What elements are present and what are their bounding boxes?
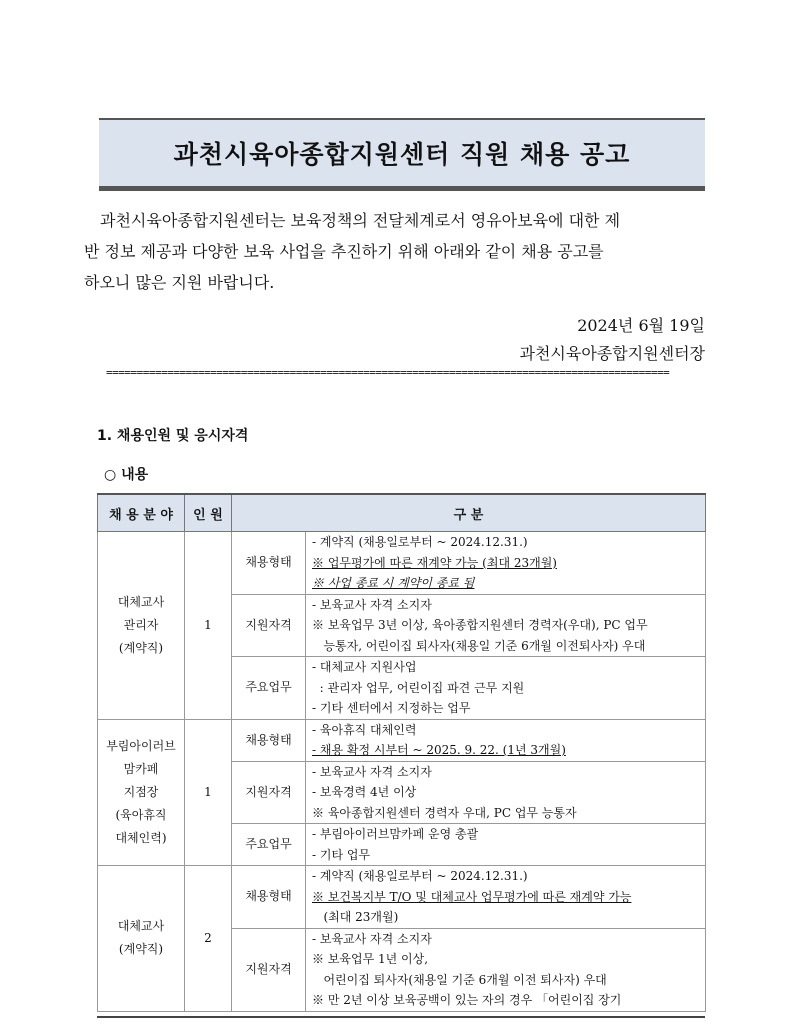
field-line: 지점장 bbox=[123, 784, 159, 799]
detail-line: - 채용 확정 시부터 ~ 2025. 9. 22. (1년 3개월) bbox=[312, 743, 566, 757]
table-body bbox=[98, 532, 706, 1012]
detail-cell bbox=[306, 657, 706, 720]
table-row bbox=[98, 719, 706, 761]
detail-line: ※ 만 2년 이상 보육공백이 있는 자의 경우 「어린이집 장기 bbox=[312, 993, 622, 1007]
header-field: 채 용 분 야 bbox=[98, 494, 185, 532]
category-cell: 지원자격 bbox=[232, 928, 306, 1011]
detail-line-wrapper bbox=[312, 845, 702, 866]
detail-line-wrapper bbox=[312, 866, 702, 887]
intro-paragraph bbox=[84, 205, 706, 298]
announcement-date: 2024년 6월 19일 bbox=[577, 316, 705, 335]
detail-line: ※ 사업 종료 시 계약이 종료 됨 bbox=[312, 576, 475, 590]
field-line: 맘카페 bbox=[123, 761, 159, 776]
category-cell: 주요업무 bbox=[232, 657, 306, 720]
detail-cell bbox=[306, 719, 706, 761]
detail-line: - 보육교사 자격 소지자 bbox=[312, 764, 432, 779]
detail-cell bbox=[306, 761, 706, 824]
detail-line-wrapper bbox=[312, 532, 702, 553]
detail-line-wrapper bbox=[312, 907, 702, 928]
header-category: 구 분 bbox=[232, 494, 706, 532]
detail-line: - 부림아이러브맘카페 운영 총괄 bbox=[312, 827, 479, 841]
header-count: 인 원 bbox=[185, 494, 232, 532]
category-cell: 지원자격 bbox=[232, 594, 306, 657]
detail-line-wrapper bbox=[312, 678, 702, 699]
detail-line-wrapper bbox=[312, 762, 702, 783]
page-bottom-divider bbox=[97, 1016, 705, 1018]
field-line: (계약직) bbox=[118, 942, 164, 957]
detail-line-wrapper bbox=[312, 553, 702, 574]
detail-line: - 보육경력 4년 이상 bbox=[312, 785, 417, 799]
count-cell: 1 bbox=[185, 532, 232, 720]
intro-line: 과천시육아종합지원센터는 보육정책의 전달체계로서 영유아보육에 대한 제 bbox=[100, 211, 621, 230]
detail-line-wrapper bbox=[312, 970, 702, 991]
detail-line-wrapper bbox=[312, 615, 702, 636]
detail-line: - 보육교사 자격 소지자 bbox=[312, 931, 432, 946]
table-row bbox=[98, 532, 706, 595]
field-line: 대체교사 bbox=[117, 919, 165, 934]
category-cell: 채용형태 bbox=[232, 719, 306, 761]
field-cell bbox=[98, 532, 185, 720]
detail-line: 능통자, 어린이집 퇴사자(채용일 기준 6개월 이전퇴사자) 우대 bbox=[312, 638, 646, 653]
field-line: 대체교사 bbox=[117, 594, 165, 609]
intro-line: 하오니 많은 지원 바랍니다. bbox=[84, 273, 275, 292]
detail-line: ※ 보육업무 1년 이상, bbox=[312, 952, 429, 966]
detail-line: ※ 업무평가에 따른 재계약 가능 (최대 23개월) bbox=[312, 555, 557, 570]
detail-line: - 계약직 (채용일로부터 ~ 2024.12.31.) bbox=[312, 535, 528, 549]
separator-line: ============================================================================================ bbox=[106, 366, 670, 378]
category-cell: 채용형태 bbox=[232, 866, 306, 929]
detail-line-wrapper bbox=[312, 803, 702, 824]
detail-line: (최대 23개월) bbox=[312, 910, 399, 924]
detail-line-wrapper bbox=[312, 929, 702, 950]
subsection-title: ○ 내용 bbox=[104, 467, 149, 483]
detail-line: 어린이집 퇴사자(채용일 기준 6개월 이전 퇴사자) 우대 bbox=[312, 972, 607, 987]
detail-line: - 보육교사 자격 소지자 bbox=[312, 597, 432, 612]
detail-cell bbox=[306, 928, 706, 1011]
intro-line: 반 정보 제공과 다양한 보육 사업을 추진하기 위해 아래와 같이 채용 공고를 bbox=[84, 242, 604, 261]
detail-line: - 육아휴직 대체인력 bbox=[312, 722, 417, 737]
detail-line-wrapper bbox=[312, 636, 702, 657]
detail-cell bbox=[306, 866, 706, 929]
table-row bbox=[98, 866, 706, 929]
field-line: 대체인력) bbox=[115, 830, 167, 845]
detail-cell bbox=[306, 594, 706, 657]
category-cell: 채용형태 bbox=[232, 532, 306, 595]
detail-line-wrapper bbox=[312, 595, 702, 616]
detail-line-wrapper bbox=[312, 698, 702, 719]
detail-line-wrapper bbox=[312, 657, 702, 678]
detail-line: - 기타 업무 bbox=[312, 847, 371, 862]
detail-line: ※ 보건복지부 T/O 및 대체교사 업무평가에 따른 재계약 가능 bbox=[312, 889, 632, 904]
detail-line-wrapper bbox=[312, 990, 702, 1011]
section-title: 1. 채용인원 및 응시자격 bbox=[97, 428, 249, 444]
detail-line-wrapper bbox=[312, 573, 702, 594]
detail-line-wrapper bbox=[312, 887, 702, 908]
detail-line-wrapper bbox=[312, 740, 702, 761]
count-cell: 1 bbox=[185, 719, 232, 866]
field-cell bbox=[98, 719, 185, 866]
detail-line: : 관리자 업무, 어린이집 파견 근무 지원 bbox=[312, 680, 525, 695]
detail-line-wrapper bbox=[312, 782, 702, 803]
table-header-row bbox=[98, 494, 706, 532]
page-title: 과천시육아종합지원센터 직원 채용 공고 bbox=[99, 118, 705, 191]
detail-line-wrapper bbox=[312, 720, 702, 741]
field-line: (계약직) bbox=[118, 640, 164, 655]
field-cell bbox=[98, 866, 185, 1012]
detail-cell bbox=[306, 824, 706, 866]
detail-line-wrapper bbox=[312, 949, 702, 970]
field-line: 관리자 bbox=[123, 617, 159, 632]
detail-line: ※ 육아종합지원센터 경력자 우대, PC 업무 능통자 bbox=[312, 805, 577, 820]
detail-line: - 계약직 (채용일로부터 ~ 2024.12.31.) bbox=[312, 869, 528, 883]
organization-name: 과천시육아종합지원센터장 bbox=[519, 344, 705, 363]
field-line: (육아휴직 bbox=[115, 807, 167, 822]
detail-line: - 기타 센터에서 지정하는 업무 bbox=[312, 701, 471, 715]
category-cell: 지원자격 bbox=[232, 761, 306, 824]
field-line: 부림아이러브 bbox=[106, 738, 176, 753]
category-cell: 주요업무 bbox=[232, 824, 306, 866]
count-cell: 2 bbox=[185, 866, 232, 1012]
detail-line: - 대체교사 지원사업 bbox=[312, 660, 417, 674]
detail-line-wrapper bbox=[312, 824, 702, 845]
detail-line: ※ 보육업무 3년 이상, 육아종합지원센터 경력자(우대), PC 업무 bbox=[312, 618, 648, 632]
detail-cell bbox=[306, 532, 706, 595]
recruitment-table bbox=[97, 493, 706, 1012]
